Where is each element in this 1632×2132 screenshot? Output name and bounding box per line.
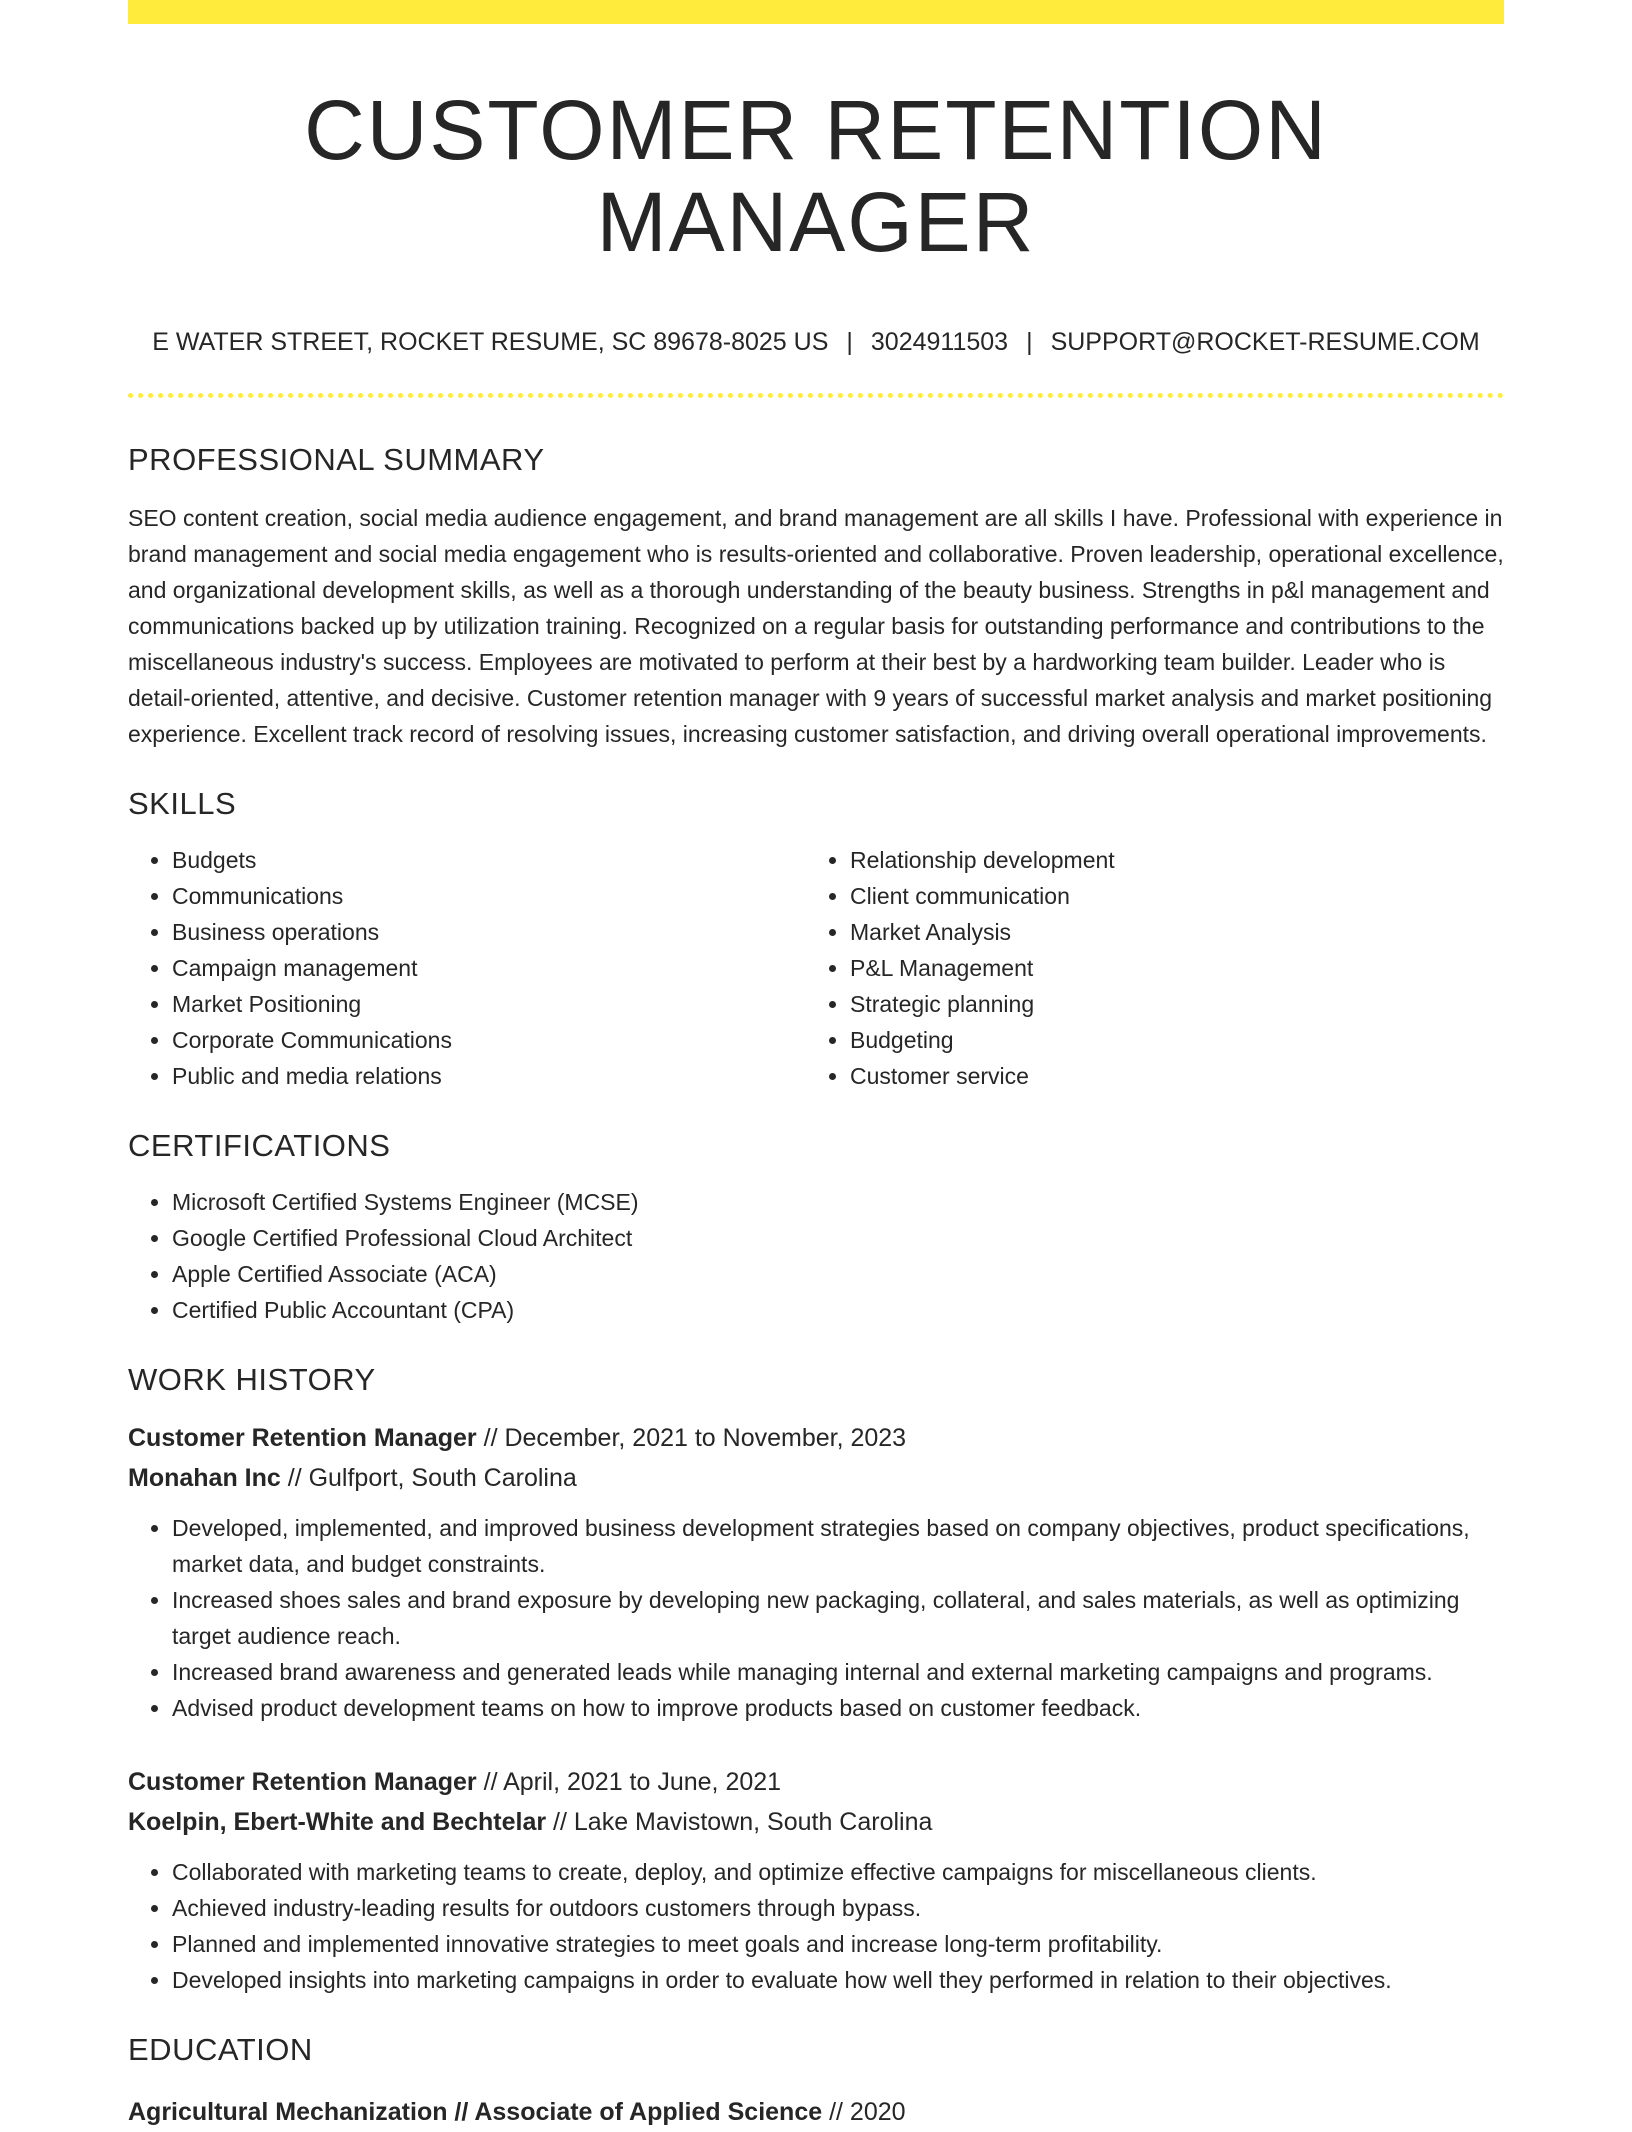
education-year: // 2020 — [822, 2097, 906, 2126]
section-title-skills: SKILLS — [128, 785, 237, 821]
education-section — [128, 2032, 1504, 2132]
skill-item: • Relationship development — [850, 842, 1484, 878]
resume-name: CUSTOMER RETENTION MANAGER — [304, 83, 1328, 270]
work-history-section — [128, 1362, 1504, 1998]
skill-item: • Campaign management — [172, 950, 806, 986]
section-title-summary: PROFESSIONAL SUMMARY — [128, 441, 545, 477]
job-location: // Lake Mavistown, South Carolina — [546, 1807, 933, 1836]
skill-item: • Market Analysis — [850, 914, 1484, 950]
job-bullet: • Developed, implemented, and improved business development strategies based on company objectives, product specifications, market data, and budget constraints. — [172, 1510, 1504, 1582]
skills-column-right — [806, 842, 1484, 1094]
job-title-line — [128, 1762, 1504, 1802]
certifications-list — [128, 1184, 1504, 1328]
job-company-line — [128, 1458, 1504, 1498]
job-company-line — [128, 1802, 1504, 1842]
summary-text: SEO content creation, social media audience engagement, and brand management are all skills I have. Professional with experience in brand management and social media engagement who is results-oriented and collaborative. Proven leadership, operational excellence, and organizational development skills, as well as a thorough understanding of the beauty business. Strengths in p&l management and communications backed up by utilization training. Recognized on a regular basis for outstanding performance and contributions to the miscellaneous industry's success. Employees are motivated to perform at their best by a hardworking team builder. Leader who is detail-oriented, attentive, and decisive. Customer retention manager with 9 years of successful market analysis and market positioning experience. Excellent track record of resolving issues, increasing customer satisfaction, and driving overall operational improvements. — [128, 504, 1504, 747]
skill-item: • Communications — [172, 878, 806, 914]
job-dates: // December, 2021 to November, 2023 — [476, 1423, 907, 1452]
job-dates: // April, 2021 to June, 2021 — [476, 1767, 782, 1796]
certification-item: • Google Certified Professional Cloud Architect — [172, 1220, 1504, 1256]
education-degree: Agricultural Mechanization // Associate of Applied Science — [128, 2097, 823, 2126]
job-title-line — [128, 1418, 1504, 1458]
section-title-education: EDUCATION — [128, 2031, 313, 2067]
contact-email: SUPPORT@ROCKET-RESUME.COM — [1050, 327, 1480, 356]
skill-item: • Customer service — [850, 1058, 1484, 1094]
skill-item: • Budgets — [172, 842, 806, 878]
skill-item: • Strategic planning — [850, 986, 1484, 1022]
job-bullet: • Achieved industry-leading results for outdoors customers through bypass. — [172, 1890, 1504, 1926]
job-bullet: • Collaborated with marketing teams to create, deploy, and optimize effective campaigns for miscellaneous clients. — [172, 1854, 1504, 1890]
section-title-work-history: WORK HISTORY — [128, 1361, 376, 1397]
certification-item: • Microsoft Certified Systems Engineer (MCSE) — [172, 1184, 1504, 1220]
skill-item: • Public and media relations — [172, 1058, 806, 1094]
summary-section — [128, 442, 1504, 752]
skills-section — [128, 786, 1504, 1094]
skills-column-left — [128, 842, 806, 1094]
skills-list-right — [806, 842, 1484, 1094]
header-divider — [128, 393, 1504, 398]
skill-item: • P&L Management — [850, 950, 1484, 986]
skill-item: • Business operations — [172, 914, 806, 950]
job-bullet: • Developed insights into marketing campaigns in order to evaluate how well they performed in relation to their objectives. — [172, 1962, 1504, 1998]
job-company: Koelpin, Ebert-White and Bechtelar — [128, 1807, 547, 1836]
job-bullet: • Increased shoes sales and brand exposure by developing new packaging, collateral, and sales materials, as well as optimizing target audience reach. — [172, 1582, 1504, 1654]
section-title-certifications: CERTIFICATIONS — [128, 1127, 391, 1163]
job-bullet: • Increased brand awareness and generated leads while managing internal and external marketing campaigns and programs. — [172, 1654, 1504, 1690]
certification-item: • Certified Public Accountant (CPA) — [172, 1292, 1504, 1328]
job-entry — [128, 1418, 1504, 1726]
job-entry — [128, 1762, 1504, 1998]
job-location: // Gulfport, South Carolina — [280, 1463, 577, 1492]
job-bullet: • Planned and implemented innovative strategies to meet goals and increase long-term profitability. — [172, 1926, 1504, 1962]
contact-address: E WATER STREET, ROCKET RESUME, SC 89678-8025 US — [152, 327, 829, 356]
certification-item: • Apple Certified Associate (ACA) — [172, 1256, 1504, 1292]
contact-separator: | — [1026, 327, 1033, 356]
job-role: Customer Retention Manager — [128, 1767, 477, 1796]
job-company: Monahan Inc — [128, 1463, 281, 1492]
skill-item: • Budgeting — [850, 1022, 1484, 1058]
contact-line — [128, 327, 1504, 357]
job-bullet: • Advised product development teams on how to improve products based on customer feedback. — [172, 1690, 1504, 1726]
certifications-section — [128, 1128, 1504, 1328]
job-bullets — [128, 1510, 1504, 1726]
skill-item: • Market Positioning — [172, 986, 806, 1022]
top-accent-bar — [128, 0, 1504, 24]
job-bullets — [128, 1854, 1504, 1998]
skill-item: • Client communication — [850, 878, 1484, 914]
job-role: Customer Retention Manager — [128, 1423, 477, 1452]
skills-list-left — [128, 842, 806, 1094]
contact-separator: | — [846, 327, 853, 356]
contact-phone: 3024911503 — [870, 327, 1009, 356]
resume-page — [128, 0, 1504, 2132]
skill-item: • Corporate Communications — [172, 1022, 806, 1058]
skills-grid — [128, 842, 1504, 1094]
